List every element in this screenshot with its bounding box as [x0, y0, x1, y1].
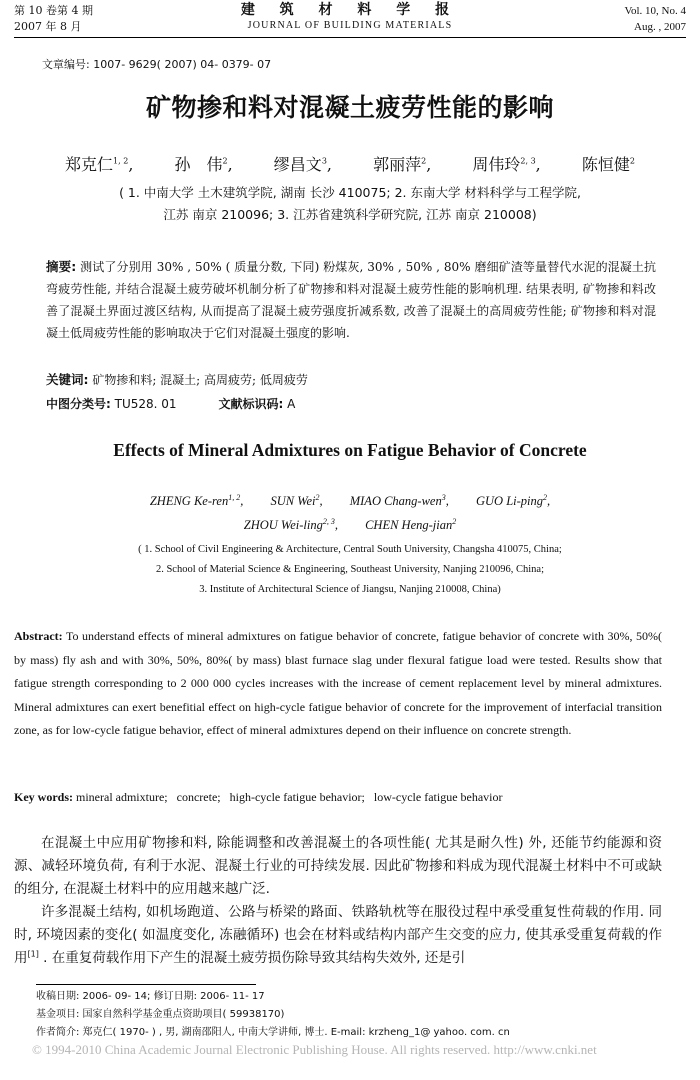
citation-ref: [1] — [27, 949, 39, 959]
classification-cn — [46, 395, 295, 412]
copyright-watermark: © 1994-2010 China Academic Journal Electronic Publishing House. All rights reserved. http://www.cnki.net — [32, 1042, 597, 1057]
author-cn: 郑克仁$^{1, 2}$, — [65, 155, 134, 174]
title-en: Effects of Mineral Admixtures on Fatigue Behavior of Concrete — [113, 440, 587, 460]
abstract-cn-label: 摘要: — [46, 259, 77, 274]
title-cn: 矿物掺和料对混凝土疲劳性能的影响 — [145, 93, 554, 122]
keyword-en: concrete; — [176, 790, 221, 804]
author-en: CHEN Heng-jian$^2$ — [365, 516, 457, 532]
volume-cn: 第 10 卷第 4 期 — [14, 4, 93, 17]
body-paragraph: 许多混凝土结构, 如机场跑道、公路与桥梁的路面、铁路轨枕等在服役过程中承受重复性荷载的作用. 同时, 环境因素的变化( 如温度变化, 冻融循环) 也会在材料或结构内部产生交变的应力, 使其承受重复荷载的作用[1] . 在重复荷载作用下产生的混凝土疲劳损伤除导致其结构失效外, 还是引 — [14, 904, 662, 966]
body-paragraph: 在混凝土中应用矿物掺和料, 除能调整和改善混凝土的各项性能( 尤其是耐久性) 外, 还能节约能源和资源、减轻环境负荷, 有利于水泥、混凝土行业的可持续发展. 因此矿物掺和料成为现代混凝土材料中不可或缺的组分, 在混凝土材料中的应用越来越广泛. — [14, 835, 662, 897]
article-number: 文章编号: 1007- 9629( 2007) 04- 0379- 07 — [42, 58, 272, 71]
date-en: Aug. , 2007 — [634, 21, 686, 33]
keywords-cn-label: 关键词: — [46, 372, 89, 387]
author-cn: 周伟玲$^{2, 3}$, — [472, 155, 541, 174]
authors-en-line — [0, 490, 700, 512]
footnote-funding: 基金项目: 国家自然科学基金重点资助项目( 59938170) — [36, 1009, 285, 1020]
affiliation-cn-line: ( 1. 中南大学 土木建筑学院, 湖南 长沙 410075; 2. 东南大学 材料科学与工程学院, — [119, 185, 581, 200]
header-divider — [14, 37, 686, 38]
author-en: GUO Li-ping$^2$, — [475, 492, 551, 508]
abstract-en-label: Abstract: — [14, 629, 63, 643]
affiliation-en-line: ( 1. School of Civil Engineering & Architecture, Central South University, Changsha 410075, China; — [138, 544, 562, 555]
keywords-en-label: Key words: — [14, 790, 73, 804]
doc-code-label: 文献标识码: — [218, 397, 284, 411]
author-cn: 缪昌文$^3$, — [273, 155, 332, 174]
clc-label: 中图分类号: — [46, 397, 111, 411]
authors-cn — [0, 152, 700, 175]
author-cn: 陈恒健$^2$ — [581, 155, 635, 174]
journal-name-en: JOURNAL OF BUILDING MATERIALS — [247, 20, 453, 31]
journal-name-cn: 建 筑 材 料 学 报 — [240, 2, 460, 18]
journal-masthead — [150, 2, 550, 33]
footnote-divider — [36, 984, 256, 985]
clc-value: TU528. 01 — [110, 397, 177, 411]
keyword-en: low-cycle fatigue behavior — [373, 790, 503, 804]
abstract-cn-text: 测试了分别用 30% , 50% ( 质量分数, 下同) 粉煤灰, 30% , 50% , 80% 磨细矿渣等量替代水泥的混凝土抗弯疲劳性能, 并结合混凝土疲劳破坏机制分析了矿物掺和料对混凝土疲劳性能的影响机理. 结果表明, 矿物掺和料改善了混凝土界面过渡区结构, 从而提高了混凝土疲劳强度折减系数, 改善了混凝土的高周疲劳性能; 矿物掺和料对混凝土低周疲劳性能的影响取决于它们对混凝土强度的影响. — [46, 260, 657, 340]
affiliation-en-line: 2. School of Material Science & Engineering, Southeast University, Nanjing 210096, China; — [155, 564, 545, 575]
journal-issue-en — [624, 3, 686, 35]
date-cn: 2007 年 8 月 — [14, 20, 82, 33]
keywords-cn — [46, 370, 308, 388]
keywords-en — [14, 790, 674, 805]
authors-en-line — [0, 514, 700, 536]
body-text — [14, 832, 662, 970]
affiliation-en-line: 3. Institute of Architectural Science of Jiangsu, Nanjing 210008, China) — [199, 584, 501, 595]
author-en: SUN Wei$^2$, — [270, 492, 323, 508]
author-cn: 孙 伟$^2$, — [174, 155, 233, 174]
volume-en: Vol. 10, No. 4 — [624, 5, 686, 17]
author-cn: 郭丽萍$^2$, — [373, 155, 432, 174]
footnote-author-bio: 作者简介: 郑克仁( 1970- ) , 男, 湖南邵阳人, 中南大学讲师, 博士. E-mail: krzheng_1@ yahoo. com. cn — [36, 1027, 510, 1038]
keyword-en: high-cycle fatigue behavior; — [229, 790, 365, 804]
journal-issue-cn — [14, 3, 93, 35]
author-en: MIAO Chang-wen$^3$, — [349, 492, 449, 508]
keyword-en: mineral admixture; — [76, 790, 168, 804]
affiliation-cn-line: 江苏 南京 210096; 3. 江苏省建筑科学研究院, 江苏 南京 210008) — [163, 207, 537, 222]
abstract-en-text: To understand effects of mineral admixtures on fatigue behavior of concrete, fatigue behavior of concrete with 30%, 50%( by mass) fly ash and with 30%, 50%, 80%( by mass) blast furnace slag under flexural fatigue load were tested. Results show that fatigue strength corresponding to 2 000 000 cycles increases with the increase of cement replacement level by mineral admixtures. Mineral admixtures can exert benefitial effect on high-cycle fatigue behavior of concrete for the improvement of interfacial transition zone, as for low-cycle fatigue behavior, effect of mineral admixtures depend on their influence on concrete strength. — [14, 629, 662, 737]
keywords-cn-text: 矿物掺和料; 混凝土; 高周疲劳; 低周疲劳 — [88, 373, 308, 387]
abstract-cn — [46, 256, 656, 344]
abstract-en — [14, 625, 662, 743]
doc-code-value: A — [283, 397, 296, 411]
author-en: ZHENG Ke-ren$^{1, 2}$, — [149, 492, 244, 508]
author-en: ZHOU Wei-ling$^{2, 3}$, — [243, 516, 338, 532]
footnote-received: 收稿日期: 2006- 09- 14; 修订日期: 2006- 11- 17 — [36, 991, 265, 1002]
